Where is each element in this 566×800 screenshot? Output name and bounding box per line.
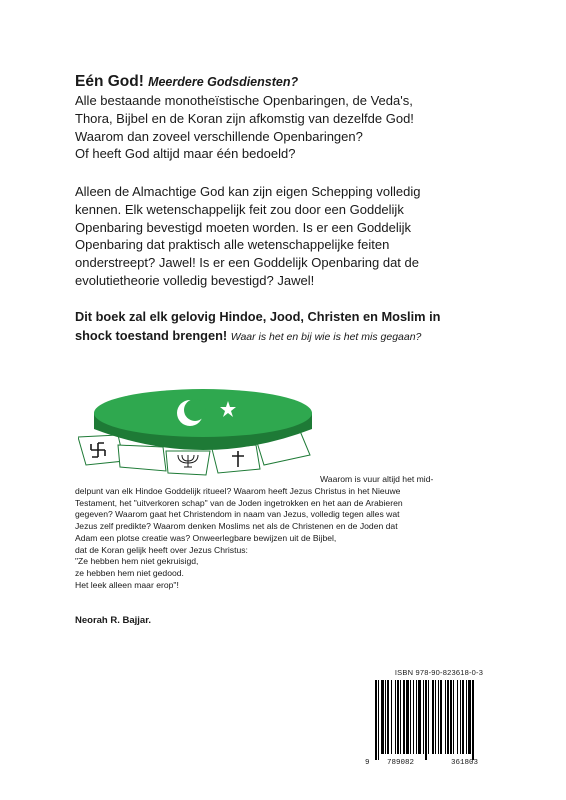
isbn-label: ISBN 978-90-823618-0-3 <box>394 668 484 677</box>
barcode-bar <box>391 680 392 754</box>
barcode-bar <box>381 680 384 754</box>
barcode-bar <box>453 680 454 754</box>
barcode-bar <box>457 680 458 754</box>
text-line: dat de Koran gelijk heeft over Jezus Christus: <box>75 544 248 555</box>
barcode-bar <box>400 680 401 754</box>
author-name: Neorah R. Bajjar. <box>75 615 152 626</box>
text-line: Jezus zelf predikte? Waarom denken Moslims net als de Christenen en de Joden dat <box>75 521 398 532</box>
text-line: Of heeft God altijd maar één bedoeld? <box>75 146 296 162</box>
barcode-bar <box>428 680 429 754</box>
barcode-bar <box>406 680 409 754</box>
text-line: Het leek alleen maar erop"! <box>75 579 179 590</box>
barcode-bar <box>450 680 452 754</box>
italic-question: Waar is het en bij wie is het mis gegaan? <box>230 330 422 343</box>
isbn-barcode <box>365 668 513 770</box>
barcode-bar <box>460 680 461 754</box>
barcode-bar <box>435 680 436 754</box>
barcode-bar <box>416 680 417 754</box>
heading <box>75 72 298 92</box>
text-line: Openbaring bevestigd moeten worden. Is er een Goddelijk <box>75 219 412 235</box>
text-line: Thora, Bijbel en de Koran zijn afkomstig van dezelfde God! <box>75 110 414 126</box>
text-line: Openbaring dat praktisch alle wetenschappelijke feiten <box>75 237 390 253</box>
barcode-bar <box>418 680 421 754</box>
text-line: "Ze hebben hem niet gekruisigd, <box>75 556 199 567</box>
text-line: Testament, het "uitverkoren schap" van de Joden ingetrokken en het aan de Arabieren <box>75 497 403 508</box>
barcode-bar <box>462 680 464 754</box>
heading-main: Eén God! <box>75 73 144 90</box>
barcode-bar <box>472 680 474 760</box>
barcode-bar <box>385 680 386 754</box>
text-line: Waarom dan zoveel verschillende Openbaringen? <box>75 128 363 144</box>
text-line: Adam een plotse creatie was? Onweerlegbare bewijzen uit de Bijbel, <box>75 532 337 543</box>
text-line: ze hebben hem niet gedood. <box>75 567 184 578</box>
religion-emblem <box>78 383 328 488</box>
small-text-body <box>75 486 505 591</box>
barcode-bar <box>423 680 424 754</box>
barcode-bar <box>447 680 449 754</box>
text-line: Alleen de Almachtige God kan zijn eigen Schepping volledig <box>75 184 421 199</box>
barcode-bars <box>365 680 513 760</box>
barcode-bar <box>397 680 399 754</box>
barcode-bar <box>445 680 446 754</box>
barcode-bar <box>378 680 379 760</box>
barcode-bar <box>468 680 471 754</box>
text-line: delpunt van elk Hindoe Goddelijk ritueel? Waarom heeft Jezus Christus in het Nieuwe <box>75 486 401 496</box>
text-line: Alle bestaande monotheïstische Openbaringen, de Veda's, <box>75 93 413 108</box>
barcode-bar <box>466 680 467 754</box>
second-paragraph <box>75 183 495 290</box>
barcode-bar <box>395 680 396 754</box>
barcode-bar <box>403 680 405 754</box>
barcode-digits-right: 361803 <box>451 759 479 767</box>
intro-paragraph <box>75 92 495 163</box>
text-line: shock toestand brengen! <box>75 327 228 343</box>
text-line: gegeven? Waarom gaat het Christendom in naam van Jezus, volledig tegen alles wat <box>75 509 400 520</box>
barcode-digit-first: 9 <box>365 759 370 767</box>
highlight-statement <box>75 308 515 346</box>
barcode-bar <box>440 680 442 754</box>
barcode-digits-left: 789082 <box>387 759 415 767</box>
small-text-first-line: Waarom is vuur altijd het mid- <box>320 474 434 484</box>
text-line: Dit boek zal elk gelovig Hindoe, Jood, Christen en Moslim in <box>75 309 441 324</box>
barcode-bar <box>410 680 411 754</box>
text-line: onderstreept? Jawel! Is er een Goddelijk Openbaring dat de <box>75 255 419 271</box>
barcode-bar <box>438 680 439 754</box>
barcode-bar <box>413 680 414 754</box>
barcode-bar <box>387 680 389 754</box>
heading-sub: Meerdere Godsdiensten? <box>148 75 299 89</box>
text-line: evolutietheorie volledig bevestigd? Jawel! <box>75 272 315 288</box>
barcode-bar <box>375 680 377 760</box>
barcode-bar <box>432 680 434 754</box>
text-line: kennen. Elk wetenschappelijk feit zou door een Goddelijk <box>75 201 404 217</box>
barcode-bar <box>425 680 427 760</box>
